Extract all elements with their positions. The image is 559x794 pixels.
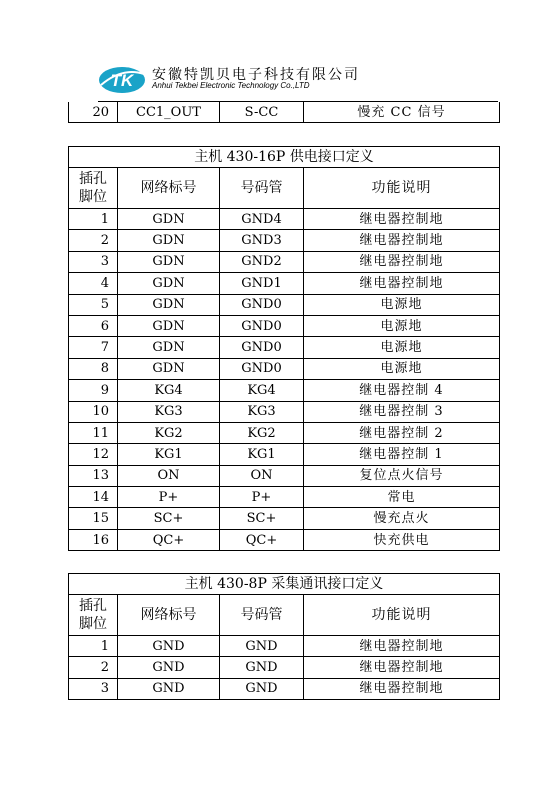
cell-code: P+ xyxy=(220,487,304,508)
cell-func: 继电器控制 2 xyxy=(304,422,500,443)
table-row xyxy=(69,251,500,272)
cell-code: GND3 xyxy=(220,230,304,251)
header-pin: 插孔 脚位 xyxy=(69,595,118,636)
table-430-16p xyxy=(68,146,500,551)
logo-text: TK xyxy=(110,71,134,90)
table-row xyxy=(69,636,500,657)
cell-net: CC1_OUT xyxy=(118,102,220,123)
cell-code: KG4 xyxy=(220,380,304,401)
table-row xyxy=(69,444,500,465)
cell-pin: 20 xyxy=(69,102,118,123)
cell-pin: 2 xyxy=(69,657,118,678)
table-row xyxy=(69,487,500,508)
cell-code: KG1 xyxy=(220,444,304,465)
cell-func: 继电器控制地 xyxy=(304,251,500,272)
cell-pin: 3 xyxy=(69,678,118,699)
cell-func: 复位点火信号 xyxy=(304,465,500,486)
cell-pin: 7 xyxy=(69,337,118,358)
table-row xyxy=(69,657,500,678)
cell-net: GDN xyxy=(118,230,220,251)
table-row xyxy=(69,401,500,422)
header-func: 功能说明 xyxy=(304,595,500,636)
cell-pin: 12 xyxy=(69,444,118,465)
cell-func: 常电 xyxy=(304,487,500,508)
cell-code: GND4 xyxy=(220,209,304,230)
header-net: 网络标号 xyxy=(118,595,220,636)
company-logo-icon xyxy=(98,65,146,95)
cell-net: GDN xyxy=(118,273,220,294)
cell-net: KG1 xyxy=(118,444,220,465)
cell-func: 继电器控制地 xyxy=(304,209,500,230)
cell-net: KG3 xyxy=(118,401,220,422)
cell-code: ON xyxy=(220,465,304,486)
cell-func: 继电器控制 4 xyxy=(304,380,500,401)
cell-net: KG4 xyxy=(118,380,220,401)
cell-func: 电源地 xyxy=(304,337,500,358)
cell-net: GDN xyxy=(118,315,220,336)
cell-pin: 11 xyxy=(69,422,118,443)
cell-net: P+ xyxy=(118,487,220,508)
table-row xyxy=(69,294,500,315)
cell-code: QC+ xyxy=(220,529,304,550)
header-net: 网络标号 xyxy=(118,168,220,209)
cell-net: QC+ xyxy=(118,529,220,550)
cell-code: S-CC xyxy=(220,102,304,123)
cell-code: KG2 xyxy=(220,422,304,443)
table-row xyxy=(69,315,500,336)
cell-net: SC+ xyxy=(118,508,220,529)
cell-func: 继电器控制地 xyxy=(304,657,500,678)
table-row xyxy=(69,209,500,230)
page-header xyxy=(98,63,508,103)
cell-pin: 4 xyxy=(69,273,118,294)
cell-func: 继电器控制地 xyxy=(304,636,500,657)
table-row xyxy=(69,102,500,123)
cell-code: GND1 xyxy=(220,273,304,294)
cell-net: GDN xyxy=(118,337,220,358)
cell-pin: 1 xyxy=(69,209,118,230)
cell-func: 电源地 xyxy=(304,294,500,315)
cell-code: GND2 xyxy=(220,251,304,272)
cell-code: GND xyxy=(220,636,304,657)
previous-table-continuation xyxy=(68,102,500,123)
cell-pin: 3 xyxy=(69,251,118,272)
cell-net: ON xyxy=(118,465,220,486)
cell-pin: 14 xyxy=(69,487,118,508)
cell-pin: 8 xyxy=(69,358,118,379)
cell-net: GDN xyxy=(118,209,220,230)
table-row xyxy=(69,358,500,379)
table-row xyxy=(69,465,500,486)
cell-func: 快充供电 xyxy=(304,529,500,550)
cell-pin: 2 xyxy=(69,230,118,251)
cell-pin: 5 xyxy=(69,294,118,315)
table-row xyxy=(69,678,500,699)
cell-code: SC+ xyxy=(220,508,304,529)
table-title: 主机 430-8P 采集通讯接口定义 xyxy=(69,574,500,595)
cell-net: GDN xyxy=(118,294,220,315)
cell-pin: 13 xyxy=(69,465,118,486)
cell-func: 继电器控制 1 xyxy=(304,444,500,465)
header-func: 功能说明 xyxy=(304,168,500,209)
cell-func: 继电器控制地 xyxy=(304,273,500,294)
company-name-cn: 安徽特凯贝电子科技有限公司 xyxy=(152,67,360,83)
table-row xyxy=(69,273,500,294)
cell-net: KG2 xyxy=(118,422,220,443)
table-430-8p xyxy=(68,573,500,700)
header-pin: 插孔 脚位 xyxy=(69,168,118,209)
table-row xyxy=(69,508,500,529)
cell-func: 慢充 CC 信号 xyxy=(304,102,500,123)
cell-func: 电源地 xyxy=(304,315,500,336)
cell-func: 慢充点火 xyxy=(304,508,500,529)
cell-code: GND0 xyxy=(220,315,304,336)
cell-pin: 15 xyxy=(69,508,118,529)
table-row xyxy=(69,529,500,550)
table-row xyxy=(69,380,500,401)
cell-code: GND0 xyxy=(220,358,304,379)
cell-code: GND0 xyxy=(220,294,304,315)
cell-pin: 9 xyxy=(69,380,118,401)
cell-func: 继电器控制地 xyxy=(304,230,500,251)
cell-code: GND xyxy=(220,657,304,678)
cell-net: GND xyxy=(118,657,220,678)
header-code: 号码管 xyxy=(220,595,304,636)
table-row xyxy=(69,337,500,358)
cell-net: GND xyxy=(118,636,220,657)
cell-pin: 1 xyxy=(69,636,118,657)
table-row xyxy=(69,230,500,251)
cell-net: GDN xyxy=(118,358,220,379)
cell-code: GND xyxy=(220,678,304,699)
cell-func: 电源地 xyxy=(304,358,500,379)
cell-pin: 16 xyxy=(69,529,118,550)
cell-func: 继电器控制地 xyxy=(304,678,500,699)
header-code: 号码管 xyxy=(220,168,304,209)
cell-code: GND0 xyxy=(220,337,304,358)
cell-pin: 10 xyxy=(69,401,118,422)
table-row xyxy=(69,422,500,443)
cell-pin: 6 xyxy=(69,315,118,336)
cell-code: KG3 xyxy=(220,401,304,422)
company-name-en: Anhui Tekbei Electronic Technology Co.,LTD xyxy=(152,81,310,90)
cell-net: GND xyxy=(118,678,220,699)
cell-net: GDN xyxy=(118,251,220,272)
cell-func: 继电器控制 3 xyxy=(304,401,500,422)
table-title: 主机 430-16P 供电接口定义 xyxy=(69,147,500,168)
